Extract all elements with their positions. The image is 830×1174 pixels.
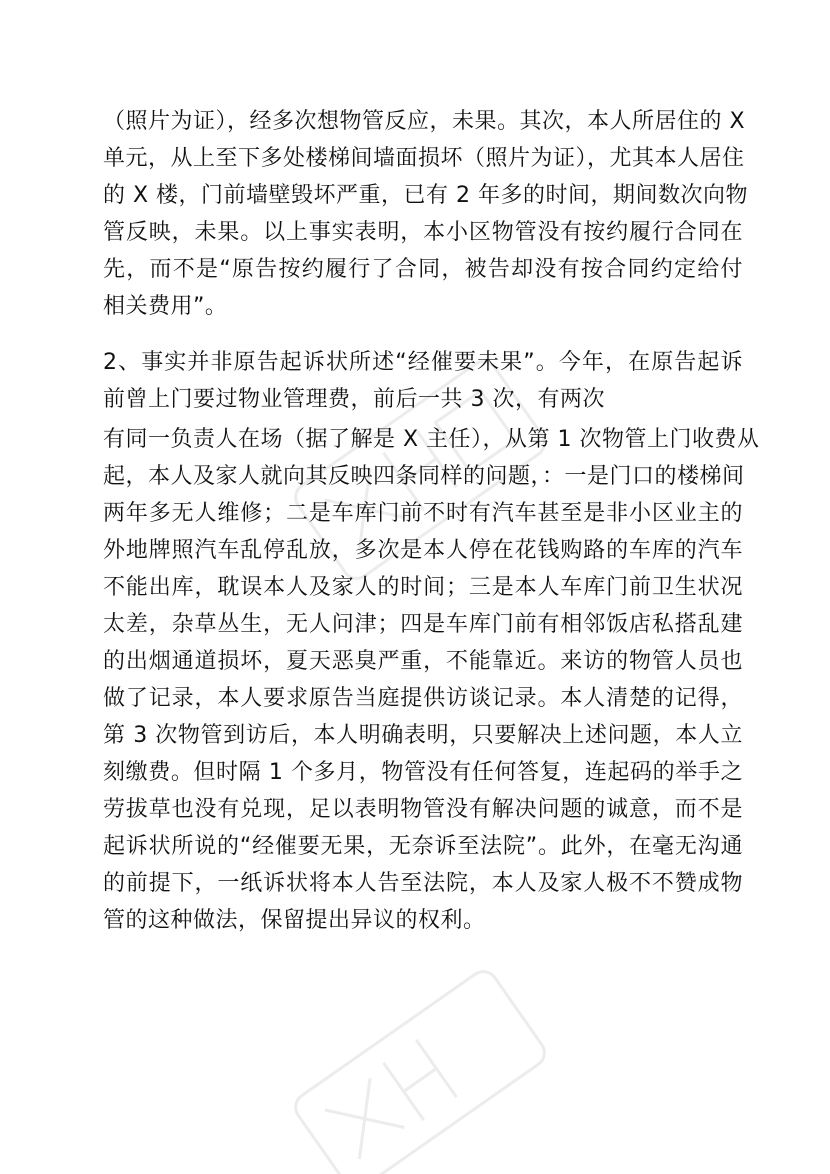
text-line: （照片为证），经多次想物管反应，未果。其次，本人所居住的 X xyxy=(103,109,746,134)
text-line: 管反映，未果。以上事实表明，本小区物管没有按约履行合同在 xyxy=(103,220,743,245)
text-line: 刻缴费。但时隔 1 个多月，物管没有任何答复，连起码的举手之 xyxy=(103,760,743,785)
text-line: 的出烟通道损坏，夏天恶臭严重，不能靠近。来访的物管人员也 xyxy=(103,649,743,674)
text-line: 管的这种做法，保留提出异议的权利。 xyxy=(103,908,486,933)
text-line: 做了记录，本人要求原告当庭提供访谈记录。本人清楚的记得， xyxy=(103,686,743,711)
text-line: 太差，杂草丛生，无人问津；四是车库门前有相邻饭店私搭乱建 xyxy=(103,612,743,637)
text-line: 起诉状所说的“经催要无果，无奈诉至法院”。此外，在毫无沟通 xyxy=(103,834,743,859)
text-line: 起，本人及家人就向其反映四条同样的问题，：一是门口的楼梯间 xyxy=(103,464,745,489)
text-line: 的 X 楼，门前墙壁毁坏严重，已有 2 年多的时间，期间数次向物 xyxy=(103,183,749,208)
text-line: 劳拔草也没有兑现，足以表明物管没有解决问题的诚意，而不是 xyxy=(103,797,743,822)
text-line: 不能出库，耽误本人及家人的时间；三是本人车库门前卫生状况 xyxy=(103,575,743,600)
text-line: 相关费用”。 xyxy=(103,294,228,319)
text-line: 的前提下，一纸诉状将本人告至法院，本人及家人极不不赞成物 xyxy=(103,871,743,896)
text-line: 前曾上门要过物业管理费，前后一共 3 次，有两次 xyxy=(103,387,605,412)
text-line: 2、事实并非原告起诉状所述“经催要未果”。今年，在原告起诉 xyxy=(103,350,743,375)
text-line: 第 3 次物管到访后，本人明确表明，只要解决上述问题，本人立 xyxy=(103,723,743,748)
text-line: 有同一负责人在场（据了解是 X 主任），从第 1 次物管上门收费从 xyxy=(103,427,760,452)
text-line: 外地牌照汽车乱停乱放，多次是本人停在花钱购路的车库的汽车 xyxy=(103,538,743,563)
text-line: 先，而不是“原告按约履行了合同，被告却没有按合同约定给付 xyxy=(103,257,743,282)
text-line: 两年多无人维修；二是车库门前不时有汽车甚至是非小区业主的 xyxy=(103,501,743,526)
text-line: 单元，从上至下多处楼梯间墙面损坏（照片为证），尤其本人居住 xyxy=(103,146,745,171)
